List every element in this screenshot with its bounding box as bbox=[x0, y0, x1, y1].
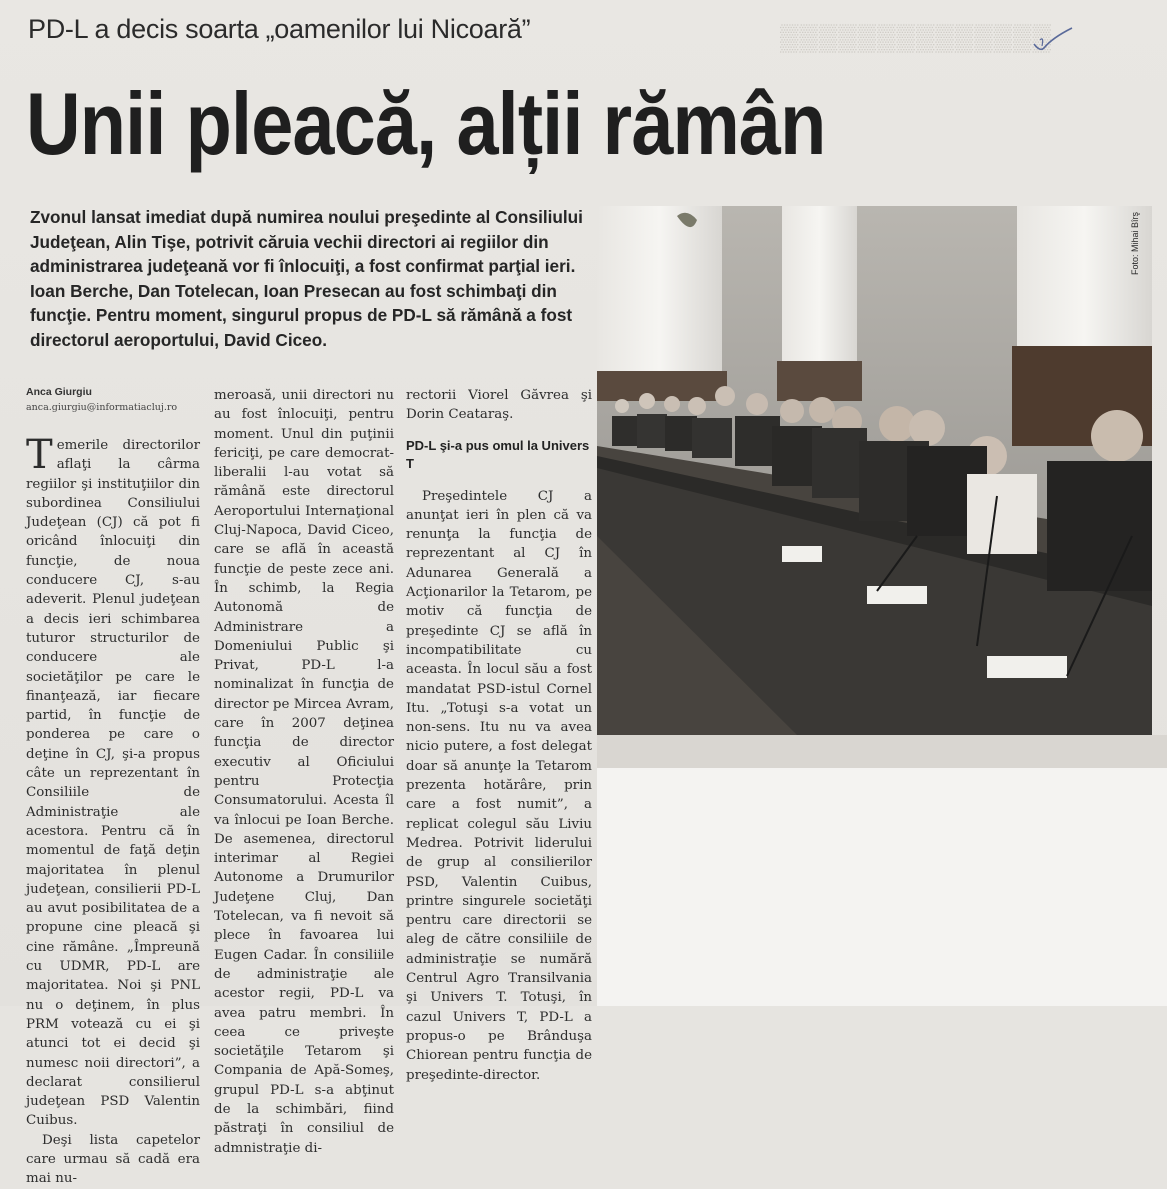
check-mark-icon bbox=[1030, 26, 1076, 56]
author-name: Anca Giurgiu bbox=[26, 386, 92, 398]
drop-cap: T bbox=[26, 432, 53, 478]
bleed-through-text: ▒▒▒▒▒▒▒▒▒▒▒▒▒▒ bbox=[780, 22, 1052, 52]
byline bbox=[26, 386, 177, 413]
column-1 bbox=[26, 432, 200, 1189]
scan-band bbox=[597, 735, 1167, 768]
paragraph: Preşedintele CJ a anunţat ieri în plen că va renunţa la funcţia de reprezentant al CJ în Adunarea Generală a Acţionarilor la Tetarom, pe motiv că funcţia de preşedinte CJ se află în incompatibilitate cu aceasta. În locul său a fost mandatat PSD-istul Cornel Itu. „Totuşi s-a votat un non-sens. Itu nu va avea nicio putere, a fost delegat doar să anunţe la Tetarom prezenta hotărâre, prin care a fost numit”, a replicat colegul său Liviu Medrea. Potrivit liderului de grup al consilierilor PSD, Valentin Cuibus, printre singurele societăţi pentru care directorii se aleg de către consiliile de administraţie se numără Centrul Agro Transilvania şi Univers T. Totuşi, în cazul Univers T, PD-L a propus-o pe Brânduşa Chiorean pentru funcţia de preşedinte-director. bbox=[406, 488, 592, 1083]
paragraph-text: emerile directorilor aflaţi la cârma regiilor şi instituţiilor din subordinea Consiliului Judeţean (CJ) că pot fi oricând înlocuiţi din funcţie, de noua conducere CJ, s-au adeverit. Plenul judeţean a decis ieri schimbarea tuturor structurilor de conducere ale societăţilor pe care le finanţează, iar fiecare partid, în funcţie de ponderea pe care o deţine în CJ, şi-a propus câte un reprezentant în Consiliile de Administraţie ale acestora. Pentru că în momentul de faţă deţin majoritatea în plenul judeţean, consilierii PD-L au avut posibilitatea de a propune cine pleacă şi cine rămâne. „Împreună cu UDMR, PD-L are majoritatea. Noi şi PNL nu o deţinem, în plus PRM votează cu ei şi atunci tot ei decid şi numesc noii directori”, a declarat consilierul judeţean PSD Valentin Cuibus. bbox=[26, 438, 200, 1129]
article-headline: Unii pleacă, alții rămân bbox=[26, 74, 826, 173]
author-email: anca.giurgiu@informatiacluj.ro bbox=[26, 402, 178, 413]
column-3 bbox=[406, 386, 592, 1085]
photo-illustration bbox=[597, 206, 1152, 735]
article-kicker: PD-L a decis soarta „oamenilor lui Nicoară” bbox=[28, 14, 531, 44]
article-lead: Zvonul lansat imediat după numirea noului preşedinte al Consiliului Judeţean, Alin Tişe, potrivit căruia vechii directori ai regiilor din administrarea judeţeană vor fi înlocuiţi, a fost confirmat parţial ieri. Ioan Berche, Dan Totelecan, Ioan Presecan au fost schimbaţi din funcţie. Pentru moment, singurul propus de PD-L să rămână a fost directorul aeroportului, David Ciceo. bbox=[30, 207, 583, 350]
column-2 bbox=[214, 386, 394, 1158]
paragraph bbox=[26, 432, 200, 1131]
paragraph: Deşi lista capetelor care urmau să cadă era mai nu- bbox=[26, 1132, 200, 1187]
section-subhead: PD-L şi-a pus omul la Univers T bbox=[406, 437, 590, 471]
meeting-photo bbox=[597, 206, 1152, 735]
paragraph: meroasă, unii directori nu au fost înlocuiţi, pentru moment. Unul din puţinii fericiţi, pe care democrat-liberalii l-au votat să rămână este directorul Aeroportului Internaţional Cluj-Napoca, David Ciceo, care se află în această funcţie de peste zece ani. În schimb, la Regia Autonomă de Administrare a Domeniului Public şi Privat, PD-L l-a nominalizat în funcţia de director pe Mircea Avram, care în 2007 deţinea funcţia de director executiv al Oficiului pentru Protecţia Consumatorului. Acesta îl va înlocui pe Ioan Berche. De asemenea, directorul interimar al Regiei Autonome a Drumurilor Judeţene Cluj, Dan Totelecan, va fi nevoit să plece în favoarea lui Eugen Cadar. În consiliile de administraţie ale acestor regii, PD-L va avea patru membri. În ceea ce priveşte societăţile Tetarom şi Compania de Apă-Someş, grupul PD-L s-a abţinut de la schimbări, fiind păstraţi în consiliul de admnistraţie di- bbox=[214, 388, 394, 1156]
paragraph: rectorii Viorel Găvrea şi Dorin Ceataraş. bbox=[406, 388, 592, 423]
photo-credit: Foto: Mihai Bîrş bbox=[1130, 212, 1140, 276]
blank-area bbox=[597, 768, 1167, 1006]
